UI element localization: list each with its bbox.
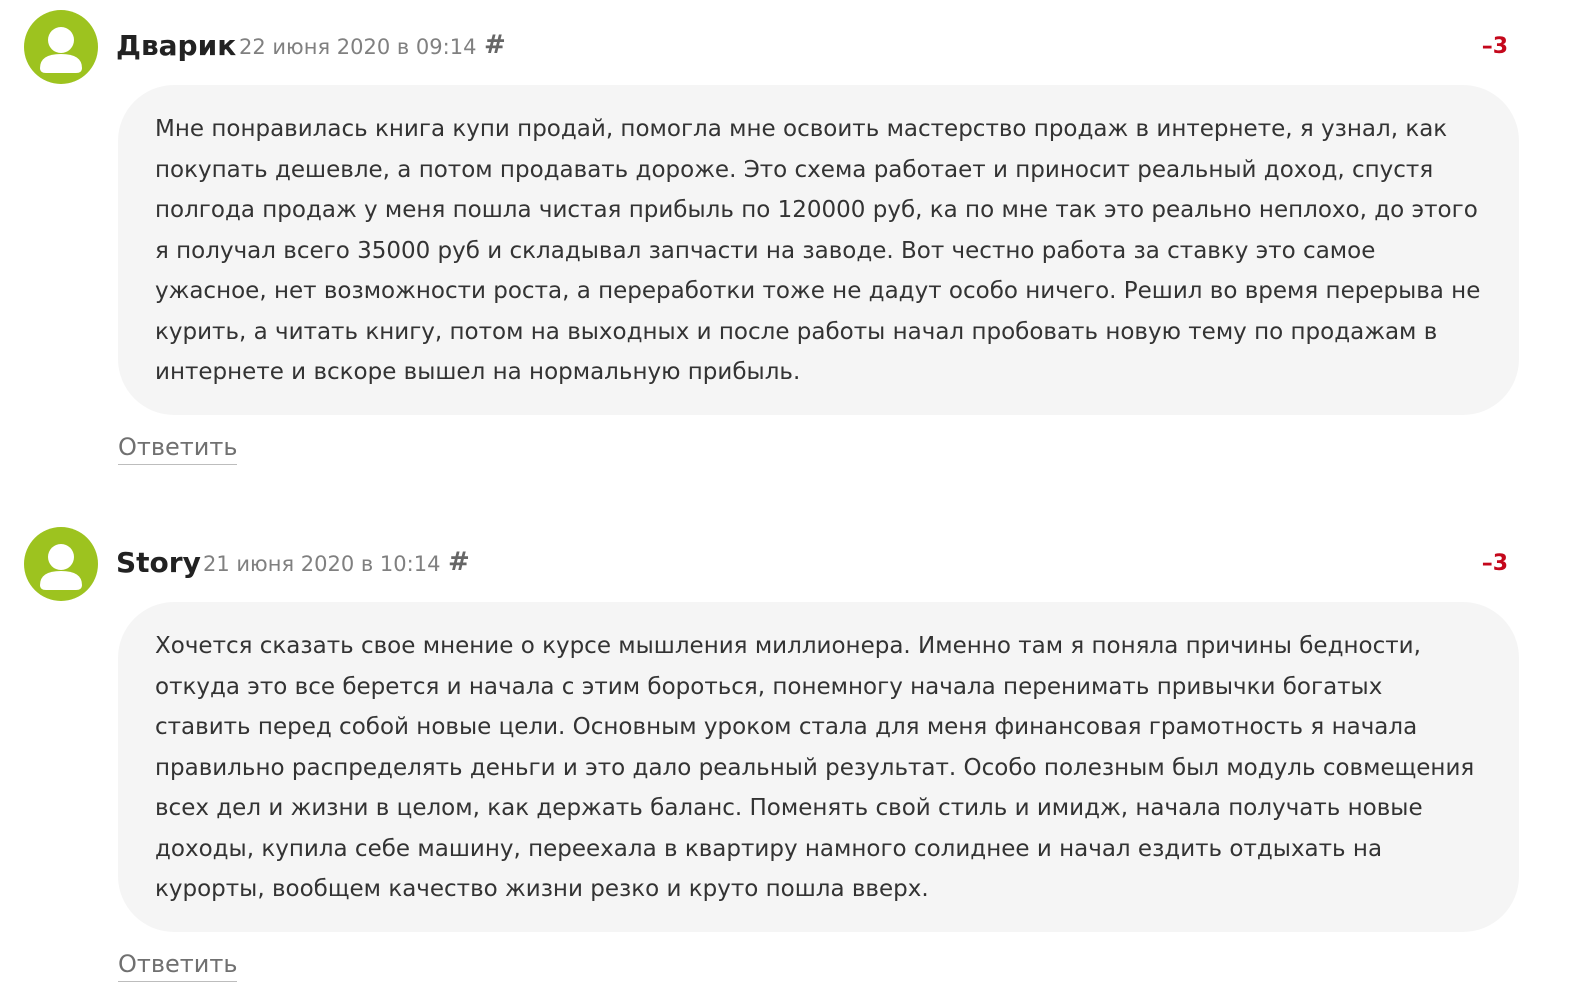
- comment-bubble: [118, 602, 1519, 932]
- comment-author: Story: [116, 546, 201, 579]
- avatar: [24, 10, 98, 84]
- reply-link[interactable]: Ответить: [118, 431, 237, 465]
- user-silhouette-icon: [24, 527, 98, 601]
- user-silhouette-icon: [24, 10, 98, 84]
- comment-date: 22 июня 2020 в 09:14: [239, 35, 477, 59]
- comment-text: Хочется сказать свое мнение о курсе мышления миллионера. Именно там я поняла причины бедности, откуда это все берется и начала с этим бороться, понемногу начала перенимать привычки богатых ставить перед собой новые цели. Основным уроком стала для меня финансовая грамотность я начала правильно распределять деньги и это дало реальный результат. Особо полезным был модуль совмещения всех дел и жизни в целом, как держать баланс. Поменять свой стиль и имидж, начала получать новые доходы, купила себе машину, переехала в квартиру намного солиднее и начал ездить отдыхать на курорты, вообщем качество жизни резко и круто пошла вверх.: [155, 633, 1475, 902]
- avatar: [24, 527, 98, 601]
- permalink-hash-link[interactable]: #: [448, 547, 470, 577]
- comment-author: Дварик: [116, 29, 237, 62]
- comment-bubble: [118, 85, 1519, 415]
- comment-text: Мне понравилась книга купи продай, помогла мне освоить мастерство продаж в интернете, я узнал, как покупать дешевле, а потом продавать дороже. Это схема работает и приносит реальный доход, спустя полгода продаж у меня пошла чистая прибыль по 120000 руб, ка по мне так это реально неплохо, до этого я получал всего 35000 руб и складывал запчасти на заводе. Вот честно работа за ставку это самое ужасное, нет возможности роста, а переработки тоже не дадут особо ничего. Решил во время перерыва не курить, а читать книгу, потом на выходных и после работы начал пробовать новую тему по продажам в интернете и вскоре вышел на нормальную прибыль.: [155, 116, 1481, 385]
- comment-date: 21 июня 2020 в 10:14: [203, 552, 441, 576]
- comment-rating: –3: [1481, 551, 1508, 576]
- permalink-hash-link[interactable]: #: [484, 30, 506, 60]
- comment-rating: –3: [1481, 34, 1508, 59]
- reply-link[interactable]: Ответить: [118, 948, 237, 982]
